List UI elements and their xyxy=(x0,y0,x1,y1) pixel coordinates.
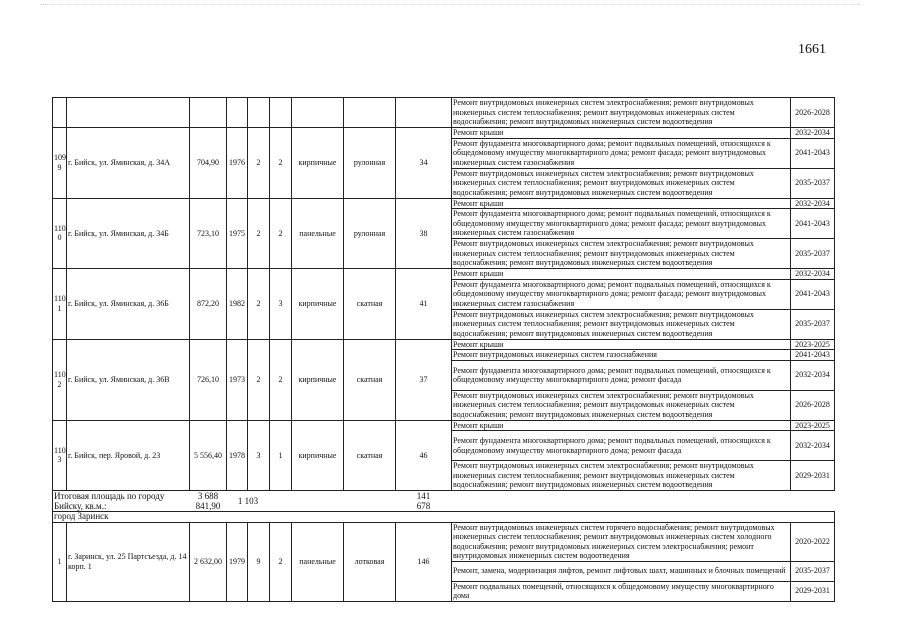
walls-cell xyxy=(292,98,344,128)
table-row xyxy=(53,128,835,139)
entrances-cell: 2 xyxy=(270,339,292,420)
row-number: 1 xyxy=(53,522,67,601)
roof-cell: рулонная xyxy=(344,198,396,269)
work-period-cell: 2035-2037 xyxy=(791,309,835,339)
city-header-row xyxy=(53,512,835,523)
work-description-cell: Ремонт крыши xyxy=(452,420,791,431)
total-row xyxy=(53,491,835,512)
walls-cell: кирпичные xyxy=(292,269,344,340)
work-period-cell: 2029-2031 xyxy=(791,581,835,601)
address-cell: г. Бийск, пер. Яровой, д. 23 xyxy=(67,420,190,491)
work-description-cell: Ремонт фундамента многоквартирного дома; ремонт подвальных помещений, относящихся к общедомовому имуществу многоквартирного дома; ремонт фасада; ремонт внутридомовых инженерных систем газоснабжения xyxy=(452,138,791,168)
total-label xyxy=(53,491,190,512)
work-period-cell: 2041-2043 xyxy=(791,138,835,168)
entrances-cell: 2 xyxy=(270,198,292,269)
total-label-line2: Бийску, кв.м.: xyxy=(54,501,107,511)
apartments-cell: 37 xyxy=(396,339,452,420)
work-description-cell: Ремонт крыши xyxy=(452,128,791,139)
area-cell: 726,10 xyxy=(190,339,227,420)
work-description-cell: Ремонт фундамента многоквартирного дома; ремонт подвальных помещений, относящихся к общедомовому имуществу многоквартирного дома; ремонт фасада xyxy=(452,431,791,461)
apartments-cell: 46 xyxy=(396,420,452,491)
work-period-cell: 2029-2031 xyxy=(791,461,835,491)
floors-cell: 9 xyxy=(248,522,270,601)
total-apartments xyxy=(396,491,452,512)
entrances-cell: 2 xyxy=(270,522,292,601)
address-cell: г. Бийск, ул. Яминская, д. 34Б xyxy=(67,198,190,269)
entrances-cell: 3 xyxy=(270,269,292,340)
roof-cell: рулонная xyxy=(344,128,396,199)
work-period-cell: 2032-2034 xyxy=(791,269,835,280)
apartments-cell xyxy=(396,98,452,128)
floors-cell: 3 xyxy=(248,420,270,491)
capital-repair-table xyxy=(52,97,835,602)
walls-cell: панельные xyxy=(292,522,344,601)
address-cell: г. Бийск, ул. Яминская, д. 34А xyxy=(67,128,190,199)
work-description-cell: Ремонт внутридомовых инженерных систем электроснабжения; ремонт внутридомовых инженерных систем теплоснабжения; ремонт внутридомовых инженерных систем водоснабжения; ремонт внутридомовых инженерных систем водоотведения xyxy=(452,309,791,339)
page-number: 1661 xyxy=(798,42,826,57)
work-period-cell: 2020-2022 xyxy=(791,522,835,561)
entrances-cell: 2 xyxy=(270,128,292,199)
total-rest xyxy=(452,491,835,512)
total-area-line1: 3 688 xyxy=(197,491,219,501)
year-cell: 1982 xyxy=(227,269,248,340)
row-number: 110 0 xyxy=(53,198,67,269)
work-description-cell: Ремонт, замена, модернизация лифтов, ремонт лифтовых шахт, машинных и блочных помещений xyxy=(452,561,791,581)
table-row xyxy=(53,420,835,431)
floors-cell xyxy=(248,98,270,128)
work-period-cell: 2023-2025 xyxy=(791,339,835,350)
work-description-cell: Ремонт внутридомовых инженерных систем электроснабжения; ремонт внутридомовых инженерных систем теплоснабжения; ремонт внутридомовых инженерных систем водоснабжения; ремонт внутридомовых инженерных систем водоотведения xyxy=(452,98,791,128)
year-cell xyxy=(227,98,248,128)
work-period-cell: 2041-2043 xyxy=(791,209,835,239)
work-description-cell: Ремонт крыши xyxy=(452,339,791,350)
work-period-cell: 2035-2037 xyxy=(791,561,835,581)
work-period-cell: 2032-2034 xyxy=(791,128,835,139)
work-period-cell: 2035-2037 xyxy=(791,239,835,269)
total-blank xyxy=(270,491,396,512)
address-cell xyxy=(67,98,190,128)
work-description-cell: Ремонт внутридомовых инженерных систем электроснабжения; ремонт внутридомовых инженерных систем теплоснабжения; ремонт внутридомовых инженерных систем водоснабжения; ремонт внутридомовых инженерных систем водоотведения xyxy=(452,168,791,198)
city-header: город Заринск xyxy=(53,512,835,523)
year-cell: 1978 xyxy=(227,420,248,491)
table-row xyxy=(53,522,835,561)
work-period-cell: 2041-2043 xyxy=(791,279,835,309)
table-row xyxy=(53,98,835,128)
work-period-cell: 2026-2028 xyxy=(791,390,835,420)
apartments-cell: 38 xyxy=(396,198,452,269)
walls-cell: кирпичные xyxy=(292,420,344,491)
walls-cell: кирпичные xyxy=(292,339,344,420)
area-cell xyxy=(190,98,227,128)
floors-cell: 2 xyxy=(248,339,270,420)
work-period-cell: 2032-2034 xyxy=(791,431,835,461)
year-cell: 1975 xyxy=(227,198,248,269)
year-cell: 1973 xyxy=(227,339,248,420)
roof-cell: скатная xyxy=(344,420,396,491)
row-number: 109 9 xyxy=(53,128,67,199)
apartments-cell: 34 xyxy=(396,128,452,199)
total-area-line2: 841,90 xyxy=(195,501,221,511)
work-description-cell: Ремонт внутридомовых инженерных систем электроснабжения; ремонт внутридомовых инженерных систем теплоснабжения; ремонт внутридомовых инженерных систем водоснабжения; ремонт внутридомовых инженерных систем водоотведения xyxy=(452,461,791,491)
work-description-cell: Ремонт крыши xyxy=(452,198,791,209)
work-period-cell: 2023-2025 xyxy=(791,420,835,431)
work-description-cell: Ремонт крыши xyxy=(452,269,791,280)
table-row xyxy=(53,269,835,280)
area-cell: 2 632,00 xyxy=(190,522,227,601)
area-cell: 704,90 xyxy=(190,128,227,199)
floors-cell: 2 xyxy=(248,269,270,340)
area-cell: 723,10 xyxy=(190,198,227,269)
scan-artifact-line xyxy=(40,4,860,8)
area-cell: 5 556,40 xyxy=(190,420,227,491)
entrances-cell xyxy=(270,98,292,128)
total-apartments-line2: 678 xyxy=(416,501,431,511)
work-description-cell: Ремонт внутридомовых инженерных систем электроснабжения; ремонт внутридомовых инженерных систем теплоснабжения; ремонт внутридомовых инженерных систем водоснабжения; ремонт внутридомовых инженерных систем водоотведения xyxy=(452,390,791,420)
area-cell: 872,20 xyxy=(190,269,227,340)
total-apartments-line1: 141 xyxy=(416,491,431,501)
row-number: 110 2 xyxy=(53,339,67,420)
work-description-cell: Ремонт фундамента многоквартирного дома; ремонт подвальных помещений, относящихся к общедомовому имуществу многоквартирного дома; ремонт фасада; ремонт внутридомовых инженерных систем газоснабжения xyxy=(452,279,791,309)
roof-cell xyxy=(344,98,396,128)
address-cell: г. Заринск, ул. 25 Партсъезда, д. 14 корп. 1 xyxy=(67,522,190,601)
entrances-cell: 1 xyxy=(270,420,292,491)
work-description-cell: Ремонт внутридомовых инженерных систем горячего водоснабжения; ремонт внутридомовых инженерных систем теплоснабжения; ремонт внутридомовых инженерных систем холодного водоснабжения; ремонт внутридомовых инженерных систем электроснабжения; ремонт внутридомовых инженерных систем водоотведения xyxy=(452,522,791,561)
total-label-line1: Итоговая площадь по городу xyxy=(54,491,165,501)
table-row xyxy=(53,198,835,209)
total-area xyxy=(190,491,227,512)
floors-cell: 2 xyxy=(248,198,270,269)
year-cell: 1976 xyxy=(227,128,248,199)
work-description-cell: Ремонт фундамента многоквартирного дома; ремонт подвальных помещений, относящихся к общедомовому имуществу многоквартирного дома; ремонт фасада; ремонт внутридомовых инженерных систем газоснабжения xyxy=(452,209,791,239)
roof-cell: скатная xyxy=(344,269,396,340)
address-cell: г. Бийск, ул. Яминская, д. 36Б xyxy=(67,269,190,340)
work-period-cell: 2026-2028 xyxy=(791,98,835,128)
roof-cell: лотковая xyxy=(344,522,396,601)
row-number: 110 3 xyxy=(53,420,67,491)
roof-cell: скатная xyxy=(344,339,396,420)
work-period-cell: 2035-2037 xyxy=(791,168,835,198)
apartments-cell: 41 xyxy=(396,269,452,340)
work-description-cell: Ремонт внутридомовых инженерных систем электроснабжения; ремонт внутридомовых инженерных систем теплоснабжения; ремонт внутридомовых инженерных систем водоснабжения; ремонт внутридомовых инженерных систем водоотведения xyxy=(452,239,791,269)
address-cell: г. Бийск, ул. Яминская, д. 36В xyxy=(67,339,190,420)
floors-cell: 2 xyxy=(248,128,270,199)
year-cell: 1979 xyxy=(227,522,248,601)
work-description-cell: Ремонт фундамента многоквартирного дома; ремонт подвальных помещений, относящихся к общедомовому имуществу многоквартирного дома; ремонт фасада xyxy=(452,360,791,390)
table-row xyxy=(53,339,835,350)
work-period-cell: 2041-2043 xyxy=(791,350,835,361)
work-description-cell: Ремонт подвальных помещений, относящихся к общедомовому имуществу многоквартирного дома xyxy=(452,581,791,601)
row-number xyxy=(53,98,67,128)
work-description-cell: Ремонт внутридомовых инженерных систем газоснабжения xyxy=(452,350,791,361)
apartments-cell: 146 xyxy=(396,522,452,601)
row-number: 110 1 xyxy=(53,269,67,340)
walls-cell: кирпичные xyxy=(292,128,344,199)
total-count: 1 103 xyxy=(237,496,259,506)
work-period-cell: 2032-2034 xyxy=(791,360,835,390)
walls-cell: панельные xyxy=(292,198,344,269)
work-period-cell: 2032-2034 xyxy=(791,198,835,209)
